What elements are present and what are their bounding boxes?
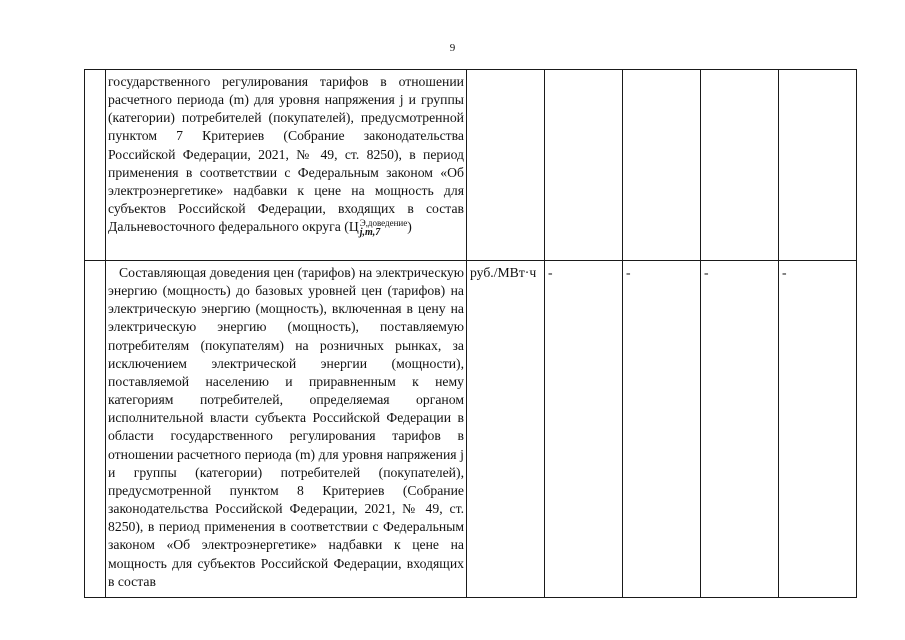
value-cell xyxy=(545,70,623,261)
unit-cell xyxy=(467,261,545,598)
tariff-table xyxy=(84,69,857,598)
page-number: 9 xyxy=(449,42,456,54)
symbol-subscript: j,m,7 xyxy=(359,227,381,239)
row-index-cell xyxy=(85,261,106,598)
description-body: государственного регулирования тарифов в отношении расчетного периода (m) для уровня напряжения j и группы (категории) потребителей (покупателей), предусмотренной пунктом 7 Критериев (Собрание законодательства Российской Федерации, 2021, № 49, ст. 8250), в период применения в соответствии с Федеральным законом «Об электроэнергетике» надбавки к цене на мощность для субъектов Российской Федерации, входящих в состав Дальневосточного федерального округа ( xyxy=(108,74,464,235)
description-text xyxy=(106,70,466,239)
value-cell xyxy=(545,261,623,598)
value-text: - xyxy=(626,265,631,280)
unit-text xyxy=(467,70,544,73)
symbol-superscript: Э,доведение xyxy=(359,218,408,229)
value-text xyxy=(701,70,778,73)
value-text xyxy=(545,70,622,73)
value-text: - xyxy=(782,265,787,280)
symbol-base: Ц xyxy=(348,219,359,235)
description-text: Составляющая доведения цен (тарифов) на электрическую энергию (мощность) до базовых уровней цен (тарифов) на электрическую энергию (мощность), включенная в цену на электрическую энергию (мощность), поставляемую потребителям (покупателям) на розничных рынках, за исключением электрической энергии (мощности), поставляемой населению и приравненным к нему категориям потребителей, определяемая органом исполнительной власти субъекта Российской Федерации в области государственного регулирования тарифов в отношении расчетного периода (m) для уровня напряжения j и группы (категории) потребителей (покупателей), предусмотренной пунктом 8 Критериев (Собрание законодательства Российской Федерации, 2021, № 49, ст. 8250), в период применения в соответствии с Федеральным законом «Об электроэнергетике» надбавки к цене на мощность для субъектов Российской Федерации, входящих в состав xyxy=(108,265,464,589)
value-cell xyxy=(701,261,779,598)
unit-text: руб./МВт·ч xyxy=(470,265,537,280)
value-cell xyxy=(779,261,857,598)
value-text: - xyxy=(704,265,709,280)
description-cell xyxy=(106,261,467,598)
formula-symbol xyxy=(348,218,408,239)
unit-cell xyxy=(467,70,545,261)
description-end: ) xyxy=(407,219,412,235)
value-cell xyxy=(701,70,779,261)
value-cell xyxy=(623,261,701,598)
value-text xyxy=(779,70,856,73)
description-cell xyxy=(106,70,467,261)
row-index-cell xyxy=(85,70,106,261)
value-cell xyxy=(623,70,701,261)
table-row xyxy=(85,70,857,261)
value-text: - xyxy=(548,265,553,280)
value-cell xyxy=(779,70,857,261)
value-text xyxy=(623,70,700,73)
table-row xyxy=(85,261,857,598)
